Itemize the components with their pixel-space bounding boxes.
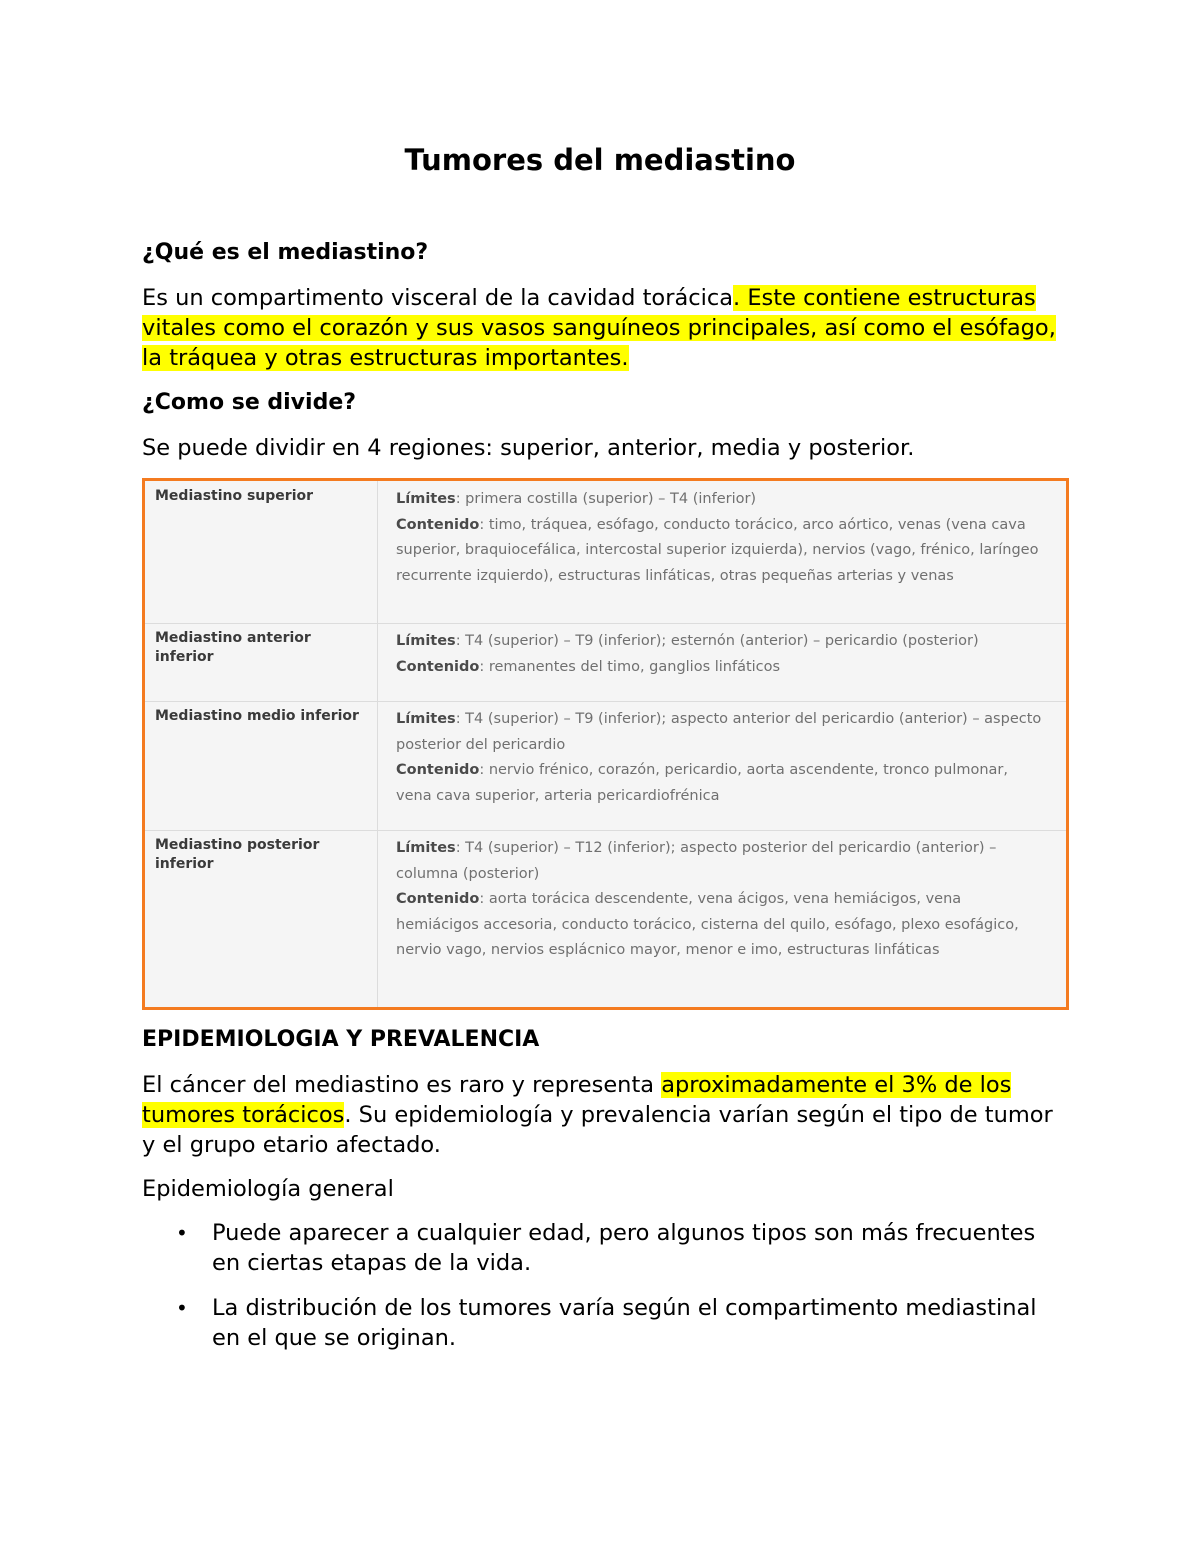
- region-details: [396, 629, 1046, 680]
- limits-text: : T4 (superior) – T9 (inferior); aspecto anterior del pericardio (anterior) – aspecto posterior del pericardio: [396, 711, 1042, 753]
- epidemiology-text-end: . Su epidemiología y prevalencia varían según el tipo de tumor y el grupo etario afectado.: [142, 1102, 1053, 1158]
- table-row: [145, 701, 1066, 831]
- content-label: Contenido: [396, 516, 480, 533]
- content-label: Contenido: [396, 891, 480, 907]
- content-text: : timo, tráquea, esófago, conducto torácico, arco aórtico, venas (vena cava superior, braquiocefálica, intercostal superior izquierda), nervios (vago, frénico, laríngeo recurrente izquierdo), estructuras linfáticas, otras pequeñas arterias y venas: [396, 516, 1039, 584]
- regions-table-image: [142, 478, 1069, 1010]
- definition-text: Es un compartimento visceral de la cavidad torácica: [142, 285, 734, 311]
- paragraph-subheading: Epidemiología general: [142, 1176, 394, 1202]
- bullet-icon: •: [176, 1221, 188, 1245]
- region-name: Mediastino superior: [155, 488, 314, 504]
- bullet-list: [142, 1218, 1042, 1368]
- list-item: [142, 1293, 1042, 1353]
- paragraph-regions: Se puede dividir en 4 regiones: superior, anterior, media y posterior.: [142, 435, 915, 461]
- table-row: [145, 481, 1066, 624]
- content-text: : remanentes del timo, ganglios linfáticos: [479, 658, 781, 675]
- region-details: [396, 707, 1046, 809]
- region-name: Mediastino anterior inferior: [155, 630, 311, 665]
- heading-como-se-divide: ¿Como se divide?: [142, 390, 356, 415]
- table-row: [145, 830, 1066, 1007]
- content-text: : nervio frénico, corazón, pericardio, aorta ascendente, tronco pulmonar, vena cava superior, arteria pericardiofrénica: [396, 762, 1008, 804]
- heading-que-es: ¿Qué es el mediastino?: [142, 240, 429, 265]
- region-name: Mediastino medio inferior: [155, 708, 359, 724]
- limits-text: : T4 (superior) – T12 (inferior); aspecto posterior del pericardio (anterior) – columna (posterior): [396, 840, 997, 882]
- heading-epidemiologia: EPIDEMIOLOGIA Y PREVALENCIA: [142, 1027, 540, 1052]
- limits-label: Límites: [396, 491, 456, 507]
- limits-text: : primera costilla (superior) – T4 (inferior): [455, 491, 757, 507]
- region-name: Mediastino posterior inferior: [155, 837, 320, 872]
- list-item-text: La distribución de los tumores varía según el compartimento mediastinal en el que se originan.: [212, 1295, 1037, 1351]
- list-item: [142, 1218, 1042, 1278]
- table-row: [145, 623, 1066, 702]
- content-text: : aorta torácica descendente, vena ácigos, vena hemiácigos, vena hemiácigos accesoria, conducto torácico, cisterna del quilo, esófago, plexo esofágico, nervio vago, nervios esplácnico mayor, menor e imo, estructuras linfáticas: [396, 891, 1019, 958]
- limits-text: : T4 (superior) – T9 (inferior); esternón (anterior) – pericardio (posterior): [455, 633, 979, 649]
- limits-label: Límites: [396, 840, 456, 856]
- region-details: [396, 487, 1046, 589]
- paragraph-epidemiology: [142, 1070, 1072, 1160]
- paragraph-definition: [142, 283, 1072, 373]
- bullet-icon: •: [176, 1296, 188, 1320]
- content-label: Contenido: [396, 658, 480, 675]
- epidemiology-text-start: El cáncer del mediastino es raro y representa: [142, 1072, 662, 1098]
- highlighted-text: aproximadamente el 3% de los tumores torácicos: [142, 1072, 1012, 1128]
- content-label: Contenido: [396, 762, 480, 778]
- highlighted-text: . Este contiene estructuras vitales como el corazón y sus vasos sanguíneos principales, así como el esófago, la tráquea y otras estructuras importantes.: [142, 285, 1056, 371]
- limits-label: Límites: [396, 711, 456, 727]
- page-title: Tumores del mediastino: [404, 143, 796, 177]
- region-details: [396, 836, 1046, 964]
- list-item-text: Puede aparecer a cualquier edad, pero algunos tipos son más frecuentes en ciertas etapas de la vida.: [212, 1220, 1036, 1276]
- limits-label: Límites: [396, 633, 456, 649]
